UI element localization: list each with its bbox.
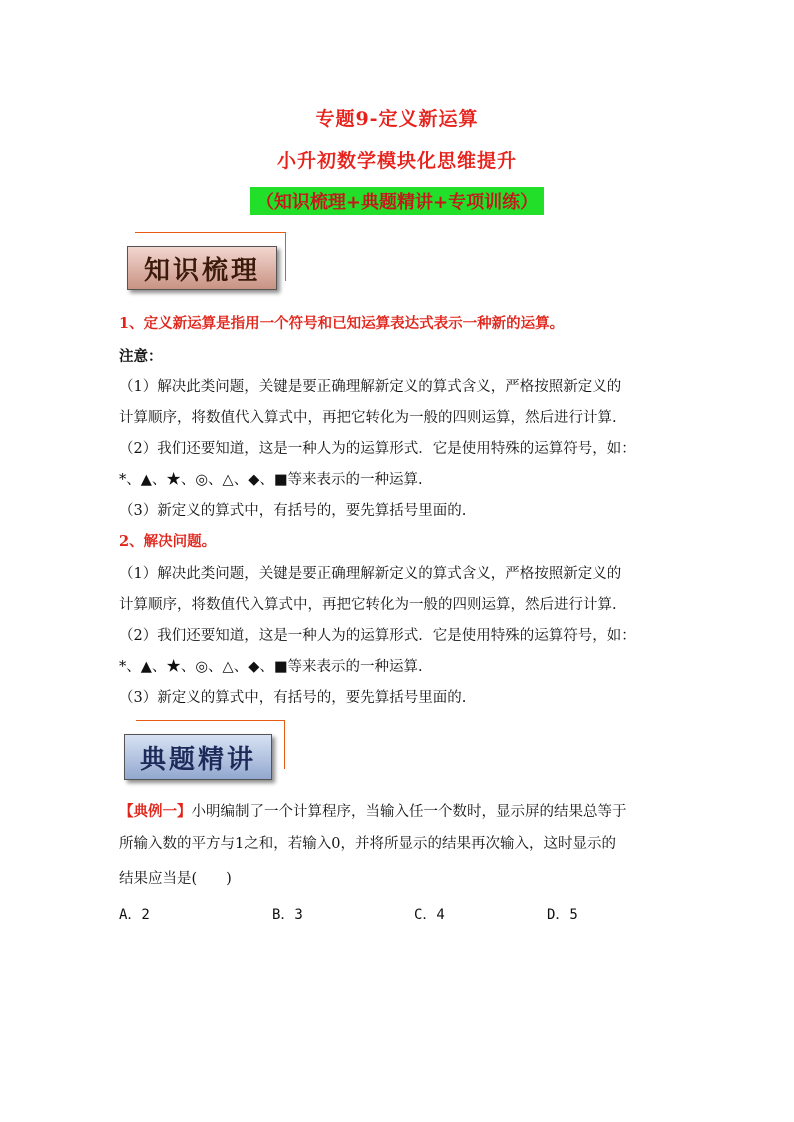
example-text-line: 结果应当是( ) bbox=[119, 871, 232, 887]
option-b: B．3 bbox=[272, 907, 303, 923]
tagline-wrapper bbox=[0, 187, 794, 215]
note-line: （3）新定义的算式中，有括号的，要先算括号里面的. bbox=[119, 690, 467, 706]
knowledge-banner-label: 知识梳理 bbox=[127, 246, 277, 290]
note-line: 计算顺序，将数值代入算式中，再把它转化为一般的四则运算，然后进行计算. bbox=[119, 597, 617, 613]
example-text: 小明编制了一个计算程序，当输入任一个数时，显示屏的结果总等于 bbox=[191, 804, 627, 820]
example-text-line: 所输入数的平方与1之和，若输入0，并将所显示的结果再次输入，这时显示的 bbox=[119, 836, 616, 852]
note-line: 计算顺序，将数值代入算式中，再把它转化为一般的四则运算，然后进行计算. bbox=[119, 410, 617, 426]
example-1 bbox=[119, 800, 627, 821]
examples-banner-label: 典题精讲 bbox=[124, 734, 272, 780]
note-line: （2）我们还要知道，这是一种人为的运算形式．它是使用特殊的运算符号，如： bbox=[119, 441, 636, 457]
point-2: 2、解决问题。 bbox=[119, 533, 217, 550]
note-line: （1）解决此类问题，关键是要正确理解新定义的算式含义，严格按照新定义的 bbox=[119, 379, 622, 395]
option-a: A．2 bbox=[119, 907, 150, 923]
document-subtitle: 小升初数学模块化思维提升 bbox=[276, 150, 517, 172]
option-d: D．5 bbox=[547, 907, 578, 923]
point-1: 1、定义新运算是指用一个符号和已知运算表达式表示一种新的运算。 bbox=[119, 315, 565, 332]
tagline: （知识梳理+典题精讲+专项训练） bbox=[250, 187, 544, 215]
knowledge-banner bbox=[127, 232, 287, 294]
note-line: （1）解决此类问题，关键是要正确理解新定义的算式含义，严格按照新定义的 bbox=[119, 566, 622, 582]
examples-banner bbox=[124, 720, 286, 782]
note-line: （2）我们还要知道，这是一种人为的运算形式．它是使用特殊的运算符号，如： bbox=[119, 628, 636, 644]
document-title: 专题9-定义新运算 bbox=[315, 108, 479, 130]
note-line: *、▲、★、◎、△、◆、■等来表示的一种运算. bbox=[119, 659, 423, 675]
note-label: 注意： bbox=[119, 348, 163, 365]
note-line: （3）新定义的算式中，有括号的，要先算括号里面的. bbox=[119, 503, 467, 519]
note-line: *、▲、★、◎、△、◆、■等来表示的一种运算. bbox=[119, 472, 423, 488]
example-label: 【典例一】 bbox=[119, 803, 192, 820]
option-c: C．4 bbox=[414, 907, 445, 923]
